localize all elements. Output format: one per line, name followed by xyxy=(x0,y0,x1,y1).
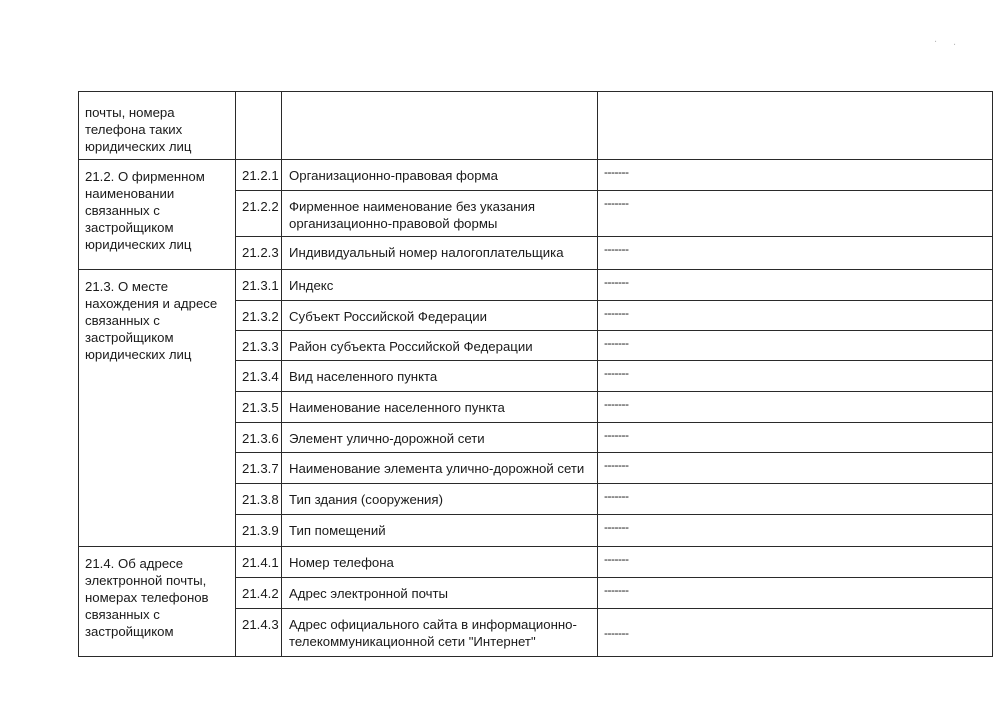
item-cell xyxy=(282,547,598,578)
item-label: Вид населенного пункта xyxy=(289,369,438,384)
item-value: ------- xyxy=(604,489,629,503)
value-cell xyxy=(598,515,993,547)
number-cell xyxy=(236,237,282,270)
item-value: ------- xyxy=(604,428,629,442)
item-cell xyxy=(282,484,598,515)
item-label: Организационно-правовая форма xyxy=(289,168,498,183)
table-row xyxy=(79,92,993,160)
item-value: ------- xyxy=(604,275,629,289)
item-label: Район субъекта Российской Федерации xyxy=(289,339,533,354)
item-cell xyxy=(282,515,598,547)
number-cell xyxy=(236,547,282,578)
item-cell xyxy=(282,92,598,160)
item-cell xyxy=(282,191,598,237)
value-cell xyxy=(598,484,993,515)
item-number: 21.4.2 xyxy=(242,586,279,601)
item-number: 21.3.6 xyxy=(242,431,279,446)
number-cell xyxy=(236,191,282,237)
value-cell xyxy=(598,453,993,484)
value-cell xyxy=(598,160,993,191)
value-cell xyxy=(598,191,993,237)
item-number: 21.3.3 xyxy=(242,339,279,354)
item-label: Наименование элемента улично-дорожной сети xyxy=(289,461,585,476)
item-cell xyxy=(282,609,598,657)
item-number: 21.4.3 xyxy=(242,617,279,632)
number-cell xyxy=(236,270,282,301)
value-cell xyxy=(598,423,993,453)
section-label: 21.2. О фирменном наименовании связанных с застройщиком юридических лиц xyxy=(85,169,205,252)
value-cell xyxy=(598,392,993,423)
value-cell xyxy=(598,237,993,270)
table-row xyxy=(79,270,993,301)
item-number: 21.3.9 xyxy=(242,523,279,538)
item-label: Элемент улично-дорожной сети xyxy=(289,431,485,446)
item-cell xyxy=(282,270,598,301)
number-cell xyxy=(236,331,282,361)
value-cell xyxy=(598,578,993,609)
item-value: ------- xyxy=(604,552,629,566)
item-label: Наименование населенного пункта xyxy=(289,400,505,415)
section-label: 21.4. Об адресе электронной почты, номерах телефонов связанных с застройщиком xyxy=(85,556,209,639)
item-label: Индивидуальный номер налогоплательщика xyxy=(289,245,564,260)
item-value: ------- xyxy=(604,165,629,179)
item-value: ------- xyxy=(604,520,629,534)
item-cell xyxy=(282,453,598,484)
item-cell xyxy=(282,423,598,453)
item-value: ------- xyxy=(604,196,629,210)
number-cell xyxy=(236,578,282,609)
value-cell xyxy=(598,301,993,331)
number-cell xyxy=(236,392,282,423)
section-cell xyxy=(79,92,236,160)
item-cell xyxy=(282,392,598,423)
item-value: ------- xyxy=(604,397,629,411)
table-row xyxy=(79,160,993,191)
item-number: 21.3.1 xyxy=(242,278,279,293)
item-value: ------- xyxy=(604,366,629,380)
item-number: 21.3.5 xyxy=(242,400,279,415)
item-label: Номер телефона xyxy=(289,555,394,570)
item-number: 21.2.1 xyxy=(242,168,279,183)
disclosure-table xyxy=(78,91,993,657)
number-cell xyxy=(236,301,282,331)
item-value: ------- xyxy=(604,583,629,597)
number-cell xyxy=(236,423,282,453)
item-label: Адрес электронной почты xyxy=(289,586,449,601)
number-cell xyxy=(236,609,282,657)
item-value: ------- xyxy=(604,336,629,350)
item-cell xyxy=(282,237,598,270)
item-label: Субъект Российской Федерации xyxy=(289,309,487,324)
item-number: 21.3.4 xyxy=(242,369,279,384)
item-label: Фирменное наименование без указания организационно-правовой формы xyxy=(289,199,536,231)
section-cell xyxy=(79,160,236,270)
table-row xyxy=(79,547,993,578)
item-number: 21.3.2 xyxy=(242,309,279,324)
value-cell xyxy=(598,270,993,301)
value-cell xyxy=(598,547,993,578)
number-cell xyxy=(236,515,282,547)
item-label: Тип помещений xyxy=(289,523,386,538)
item-number: 21.3.8 xyxy=(242,492,279,507)
item-label: Индекс xyxy=(289,278,334,293)
item-cell xyxy=(282,361,598,392)
section-label: 21.3. О месте нахождения и адресе связанных с застройщиком юридических лиц xyxy=(85,279,218,362)
value-cell xyxy=(598,331,993,361)
section-label: почты, номера телефона таких юридических лиц xyxy=(85,105,192,154)
item-value: ------- xyxy=(604,242,629,256)
scan-speck: . xyxy=(953,36,957,48)
scan-speck: . xyxy=(934,33,938,45)
item-cell xyxy=(282,301,598,331)
number-cell xyxy=(236,92,282,160)
item-value: ------- xyxy=(604,306,629,320)
number-cell xyxy=(236,160,282,191)
item-cell xyxy=(282,331,598,361)
section-cell xyxy=(79,547,236,657)
item-number: 21.3.7 xyxy=(242,461,279,476)
section-cell xyxy=(79,270,236,547)
item-number: 21.2.2 xyxy=(242,199,279,214)
number-cell xyxy=(236,484,282,515)
value-cell xyxy=(598,609,993,657)
item-cell xyxy=(282,160,598,191)
number-cell xyxy=(236,361,282,392)
value-cell xyxy=(598,361,993,392)
item-label: Адрес официального сайта в информационно-телекоммуникационной сети "Интернет" xyxy=(289,617,577,649)
item-cell xyxy=(282,578,598,609)
item-value: ------- xyxy=(604,626,629,640)
item-label: Тип здания (сооружения) xyxy=(289,492,443,507)
item-value: ------- xyxy=(604,458,629,472)
item-number: 21.4.1 xyxy=(242,555,279,570)
value-cell xyxy=(598,92,993,160)
number-cell xyxy=(236,453,282,484)
item-number: 21.2.3 xyxy=(242,245,279,260)
